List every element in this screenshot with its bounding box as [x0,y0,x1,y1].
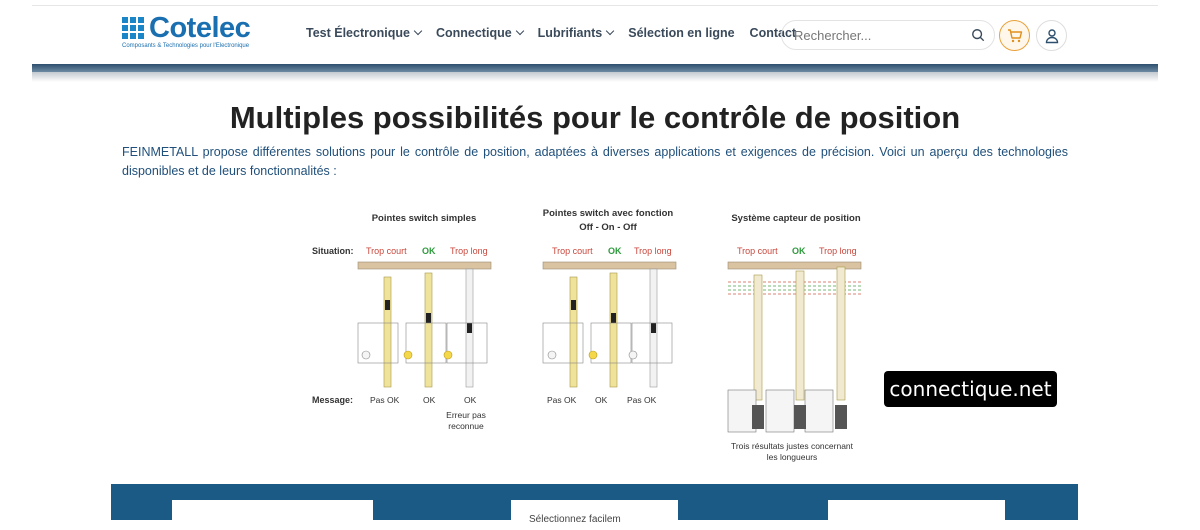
nav-item-label: Contact [749,26,797,40]
message-note-line2: reconnue [448,421,484,431]
message-pas-ok: Pas OK [370,395,400,405]
state-ok: OK [422,246,436,256]
account-button[interactable] [1036,20,1067,51]
panel-3-probes [728,267,861,432]
panel-3-caption-line1: Trois résultats justes concernant [730,441,854,451]
nav-item-label: Connectique [435,26,512,40]
nav-item-selection-en-ligne[interactable] [628,26,734,40]
main-nav [306,26,811,40]
panel-3-caption-line2: les longueurs [766,452,818,462]
state-trop-court: Trop court [737,246,778,256]
message-ok: OK [464,395,477,405]
state-trop-long: Trop long [819,246,857,256]
feature-card-text: Sélectionnez facilem [529,514,621,525]
watermark-badge: connectique.net [884,371,1057,407]
nav-item-label: Test Électronique [306,26,410,40]
nav-item-test-electronique[interactable] [306,26,421,40]
state-ok: OK [608,246,622,256]
header-shadow-bar [32,64,1158,72]
probe-drawing [308,205,883,467]
panel-3-title: Système capteur de position [731,213,861,224]
header-shadow-fade [32,72,1158,82]
search-icon[interactable] [971,28,985,42]
state-ok: OK [792,246,806,256]
nav-item-connectique[interactable] [436,26,523,40]
chevron-down-icon [414,27,422,35]
feature-card[interactable] [172,500,373,530]
panel-2-title: Pointes switch avec fonction [542,208,674,219]
search-input[interactable] [794,28,959,43]
nav-item-lubrifiants[interactable] [538,26,614,40]
message-pas-ok: Pas OK [627,395,657,405]
panel-1-title: Pointes switch simples [371,213,477,224]
panel-2-subtitle: Off - On - Off [579,222,637,233]
chevron-down-icon [606,27,614,35]
message-label: Message: [312,395,354,405]
nav-item-label: Lubrifiants [537,26,603,40]
site-header [0,0,1200,64]
nav-item-label: Sélection en ligne [628,26,735,40]
state-trop-court: Trop court [366,246,407,256]
situation-label: Situation: [312,246,354,256]
chevron-down-icon [515,27,523,35]
user-icon [1044,28,1060,44]
cart-button[interactable] [999,20,1030,51]
panel-2-probes [543,269,672,387]
panel-1-probes [358,269,487,387]
feature-card[interactable] [511,500,678,530]
state-trop-court: Trop court [552,246,593,256]
message-ok: OK [595,395,608,405]
intro-paragraph: FEINMETALL propose différentes solutions pour le contrôle de position, adaptées à diverses applications et exigences de précision. Voici un aperçu des technologies disponibles et de leurs fonctionnalités : [122,145,1068,178]
message-pas-ok: Pas OK [547,395,577,405]
message-note-line1: Erreur pas [446,410,486,420]
page-title: Multiples possibilités pour le contrôle de position [229,100,961,135]
cart-icon [1007,28,1023,44]
state-trop-long: Trop long [634,246,672,256]
position-control-diagram [308,205,883,467]
brand-logo[interactable] [122,14,250,49]
logo-mark-icon [122,17,144,39]
message-ok: OK [423,395,436,405]
feature-card[interactable] [828,500,1005,530]
brand-name: Cotelec [149,12,251,44]
brand-tagline: Composants & Technologies pour l'Electronique [122,43,250,49]
search-box [781,20,995,50]
state-trop-long: Trop long [450,246,488,256]
